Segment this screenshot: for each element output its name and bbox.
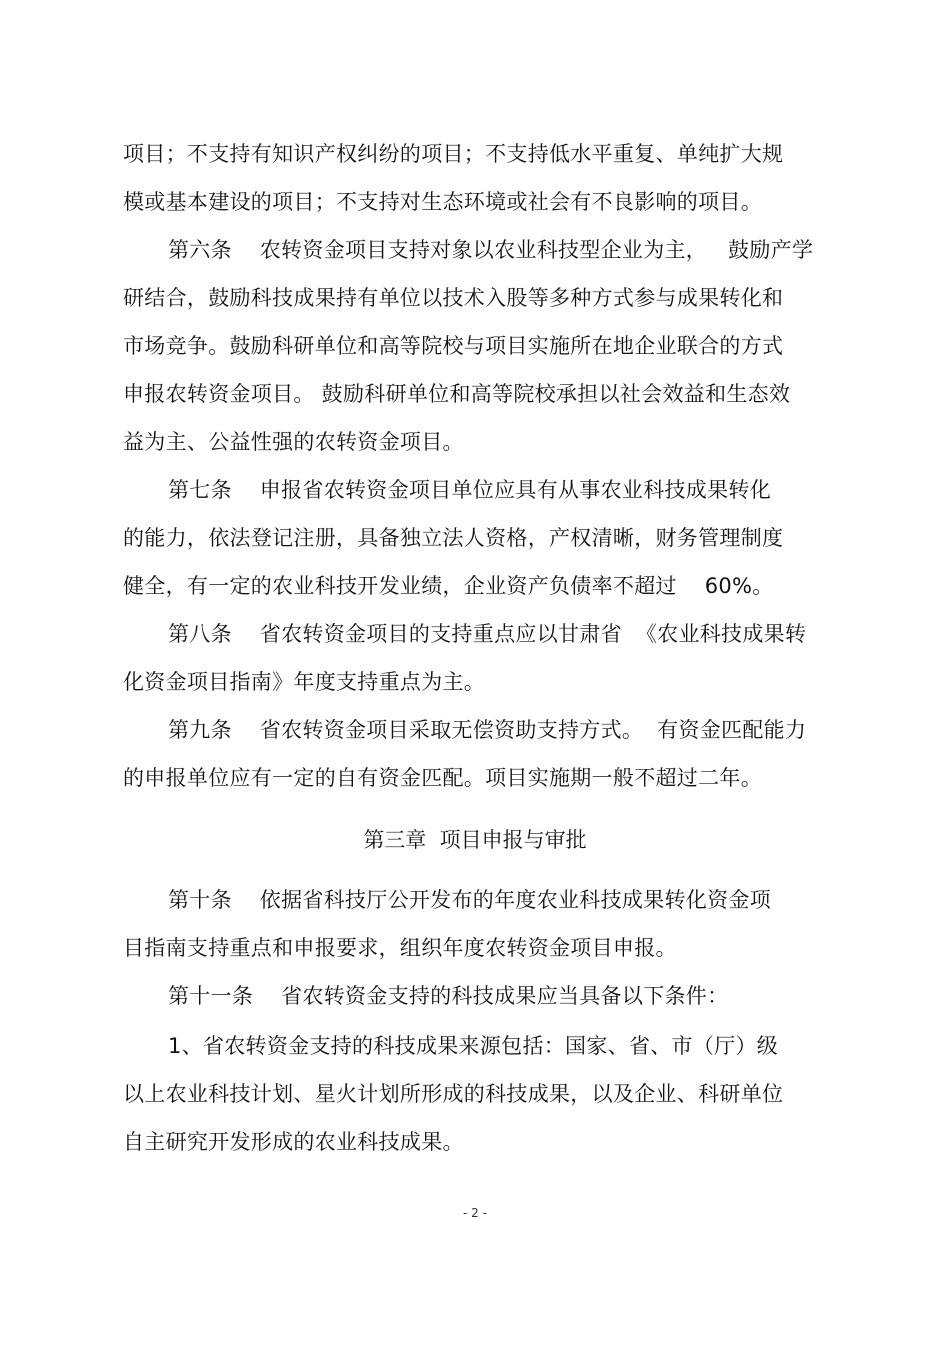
- article-6-line: 益为主、公益性强的农转资金项目。: [123, 430, 464, 454]
- list-item-line: 自主研究开发形成的农业科技成果。: [123, 1130, 464, 1154]
- paragraph-line: 项目；不支持有知识产权纠纷的项目；不支持低水平重复、单纯扩大规: [123, 142, 784, 166]
- paragraph-line: 模或基本建设的项目；不支持对生态环境或社会有不良影响的项目。: [123, 190, 762, 214]
- article-6-line: 研结合，鼓励科技成果持有单位以技术入股等多种方式参与成果转化和: [123, 286, 784, 310]
- article-9-line: 第九条 省农转资金项目采取无偿资助支持方式。 有资金匹配能力: [168, 718, 807, 742]
- chapter-heading: 第三章 项目申报与审批: [363, 828, 587, 852]
- article-7-line: 的能力，依法登记注册，具备独立法人资格，产权清晰，财务管理制度: [123, 526, 784, 550]
- article-7-line: 健全，有一定的农业科技开发业绩，企业资产负债率不超过 60%。: [123, 574, 774, 598]
- article-11-line: 第十一条 省农转资金支持的科技成果应当具备以下条件：: [168, 984, 729, 1008]
- article-6-line: 申报农转资金项目。 鼓励科研单位和高等院校承担以社会效益和生态效: [123, 382, 791, 406]
- page-number: - 2 -: [463, 1206, 487, 1220]
- article-9-line: 的申报单位应有一定的自有资金匹配。项目实施期一般不超过二年。: [123, 766, 762, 790]
- article-8-line: 第八条 省农转资金项目的支持重点应以甘肃省 《农业科技成果转: [168, 622, 807, 646]
- article-10-line: 第十条 依据省科技厅公开发布的年度农业科技成果转化资金项: [168, 888, 771, 912]
- list-item-line: 1、省农转资金支持的科技成果来源包括：国家、省、市（厅）级: [168, 1034, 779, 1058]
- list-item-line: 以上农业科技计划、星火计划所形成的科技成果，以及企业、科研单位: [123, 1082, 784, 1106]
- article-6-line: 第六条 农转资金项目支持对象以农业科技型企业为主， 鼓励产学: [168, 238, 814, 262]
- article-10-line: 目指南支持重点和申报要求，组织年度农转资金项目申报。: [123, 936, 677, 960]
- article-6-line: 市场竞争。鼓励科研单位和高等院校与项目实施所在地企业联合的方式: [123, 334, 784, 358]
- article-8-line: 化资金项目指南》年度支持重点为主。: [123, 670, 486, 694]
- article-7-line: 第七条 申报省农转资金项目单位应具有从事农业科技成果转化: [168, 478, 771, 502]
